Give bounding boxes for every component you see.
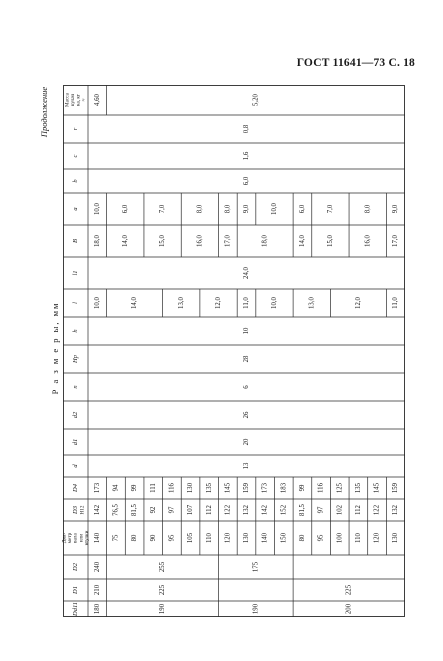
header-D3: D3 — [71, 506, 79, 514]
cell-D2: 255 — [159, 561, 167, 573]
dimensions-caption-text: Р а з м е р ы, мм — [50, 301, 60, 395]
cell-d1: 20 — [243, 438, 251, 446]
cell-B: 15,0 — [159, 235, 167, 247]
cell-dia: 140 — [93, 532, 101, 544]
spec-table-grid — [63, 85, 405, 617]
header-bolt_hole-line: Диа- — [61, 532, 68, 544]
cell-b: 6,0 — [243, 176, 251, 186]
cell-D3: 107 — [187, 504, 195, 516]
continued-label — [37, 82, 51, 142]
cell-c: 1,6 — [243, 151, 251, 161]
cell-dia: 140 — [261, 532, 269, 544]
header-mass-line: ка, кг — [75, 94, 82, 106]
header-D1: D1 — [71, 586, 79, 594]
cell-D2: 175 — [252, 561, 260, 573]
cell-D4: 135 — [354, 482, 362, 494]
spec-table — [63, 85, 405, 617]
cell-a: 9,0 — [392, 204, 400, 214]
cell-D: 190 — [252, 603, 260, 615]
cell-l: 11,0 — [243, 297, 251, 309]
cell-l: 12,0 — [354, 297, 362, 309]
cell-B: 17,0 — [224, 235, 232, 247]
cell-D3: 142 — [93, 504, 101, 516]
cell-l: 11,0 — [392, 297, 400, 309]
cell-mass: 5,20 — [252, 94, 260, 106]
cell-l1: 24,0 — [243, 267, 251, 279]
header-d1: d1 — [71, 438, 79, 446]
header-bolt_hole-line: или — [78, 533, 85, 543]
cell-l: 14,0 — [131, 297, 139, 309]
cell-D4: 125 — [336, 482, 344, 494]
cell-dia: 120 — [224, 532, 232, 544]
cell-D3: 112 — [354, 505, 362, 515]
header-mass-line: ≈ — [81, 98, 88, 102]
cell-a: 8,0 — [364, 204, 372, 214]
cell-D4: 116 — [317, 483, 325, 493]
cell-D3: 97 — [168, 506, 176, 514]
cell-D: 180 — [93, 603, 101, 615]
cell-D3: 132 — [243, 504, 251, 516]
cell-D4: 159 — [243, 482, 251, 494]
cell-d2: 26 — [243, 411, 251, 419]
cell-D3: 81,5 — [131, 504, 139, 516]
cell-dia: 150 — [280, 532, 288, 544]
cell-D1: 210 — [93, 584, 101, 596]
cell-D4: 135 — [205, 482, 213, 494]
cell-a: 6,0 — [121, 204, 129, 214]
cell-n: 6 — [243, 385, 251, 389]
cell-a: 10,0 — [271, 203, 279, 215]
cell-a: 10,0 — [93, 203, 101, 215]
cell-Hp: 28 — [243, 355, 251, 363]
cell-D3: 152 — [280, 504, 288, 516]
cell-D3: 122 — [224, 504, 232, 516]
cell-B: 18,0 — [93, 235, 101, 247]
header-B: B — [71, 239, 79, 243]
cell-D4: 130 — [187, 482, 195, 494]
cell-dia: 80 — [299, 534, 307, 542]
header-c: c — [71, 154, 79, 158]
header-n: n — [71, 385, 79, 389]
cell-a: 9,0 — [243, 204, 251, 214]
cell-dia: 130 — [243, 532, 251, 544]
cell-l: 12,0 — [215, 297, 223, 309]
cell-D4: 111 — [149, 483, 157, 493]
cell-dia: 80 — [131, 534, 139, 542]
cell-D4: 173 — [93, 482, 101, 494]
header-l: l — [71, 302, 79, 304]
cell-B: 15,0 — [326, 235, 334, 247]
cell-dia: 90 — [149, 534, 157, 542]
cell-B: 18,0 — [261, 235, 269, 247]
cell-D4: 94 — [112, 484, 120, 492]
cell-D2: 240 — [93, 561, 101, 573]
cell-D3: 76,5 — [112, 504, 120, 516]
cell-dia: 95 — [168, 534, 176, 542]
cell-l: 13,0 — [308, 297, 316, 309]
cell-D4: 145 — [373, 482, 381, 494]
dimensions-caption — [48, 300, 62, 396]
header-l1: l1 — [71, 270, 79, 276]
cell-dia: 105 — [187, 532, 195, 544]
cell-D4: 183 — [280, 482, 288, 494]
header-mass-line: кулач — [69, 93, 76, 107]
header-D3-tolerance: H12 — [79, 505, 86, 515]
header-Hp: Hр — [71, 355, 79, 363]
cell-D3: 102 — [336, 504, 344, 516]
cell-D3: 132 — [392, 504, 400, 516]
cell-D4: 116 — [168, 483, 176, 493]
cell-a: 8,0 — [224, 204, 232, 214]
header-b: b — [71, 179, 79, 183]
header-D: Dd11 — [71, 602, 79, 616]
header-D2: D2 — [71, 563, 79, 571]
cell-l: 10,0 — [93, 297, 101, 309]
cell-D3: 112 — [205, 505, 213, 515]
cell-dia: 120 — [373, 532, 381, 544]
cell-D3: 81,5 — [299, 504, 307, 516]
continued-label-text: Продолжение — [39, 86, 49, 138]
cell-dia: 110 — [205, 533, 213, 543]
cell-l: 13,0 — [177, 297, 185, 309]
cell-dia: 95 — [317, 534, 325, 542]
cell-D4: 159 — [392, 482, 400, 494]
header-mass-line: Масса — [64, 93, 71, 107]
cell-r: 0,8 — [243, 124, 251, 134]
header-a: a — [71, 207, 79, 211]
cell-D3: 122 — [373, 504, 381, 516]
cell-D3: 142 — [261, 504, 269, 516]
header-bolt_hole-line: вала — [72, 533, 79, 543]
cell-D4: 173 — [261, 482, 269, 494]
cell-l: 10,0 — [271, 297, 279, 309]
header-r: r — [71, 127, 79, 131]
cell-dia: 130 — [392, 532, 400, 544]
cell-B: 16,0 — [196, 235, 204, 247]
document-header: ГОСТ 11641—73 С. 18 — [296, 57, 415, 69]
header-D4: D4 — [71, 484, 79, 492]
cell-B: 14,0 — [121, 235, 129, 247]
cell-D3: 92 — [149, 506, 157, 514]
cell-mass: 4,60 — [93, 94, 101, 106]
cell-a: 7,0 — [159, 204, 167, 214]
cell-D: 190 — [159, 603, 167, 615]
cell-B: 16,0 — [364, 235, 372, 247]
cell-h: 10 — [243, 327, 251, 335]
cell-a: 7,0 — [326, 204, 334, 214]
cell-a: 8,0 — [196, 204, 204, 214]
cell-D4: 145 — [224, 482, 232, 494]
cell-D: 200 — [345, 603, 353, 615]
cell-D1: 225 — [345, 584, 353, 596]
cell-D4: 99 — [299, 484, 307, 492]
header-bolt_hole-line: втулки — [83, 530, 90, 546]
header-bolt_hole-line: метр — [67, 532, 74, 544]
cell-dia: 75 — [112, 534, 120, 542]
cell-d: 13 — [243, 462, 251, 470]
cell-a: 6,0 — [299, 204, 307, 214]
cell-B: 14,0 — [299, 235, 307, 247]
header-d: d — [71, 464, 79, 468]
header-h: h — [71, 329, 79, 333]
cell-D3: 97 — [317, 506, 325, 514]
cell-D1: 225 — [159, 584, 167, 596]
cell-D4: 99 — [131, 484, 139, 492]
cell-dia: 110 — [354, 533, 362, 543]
cell-dia: 100 — [336, 532, 344, 544]
cell-B: 17,0 — [392, 235, 400, 247]
header-d2: d2 — [71, 411, 79, 419]
